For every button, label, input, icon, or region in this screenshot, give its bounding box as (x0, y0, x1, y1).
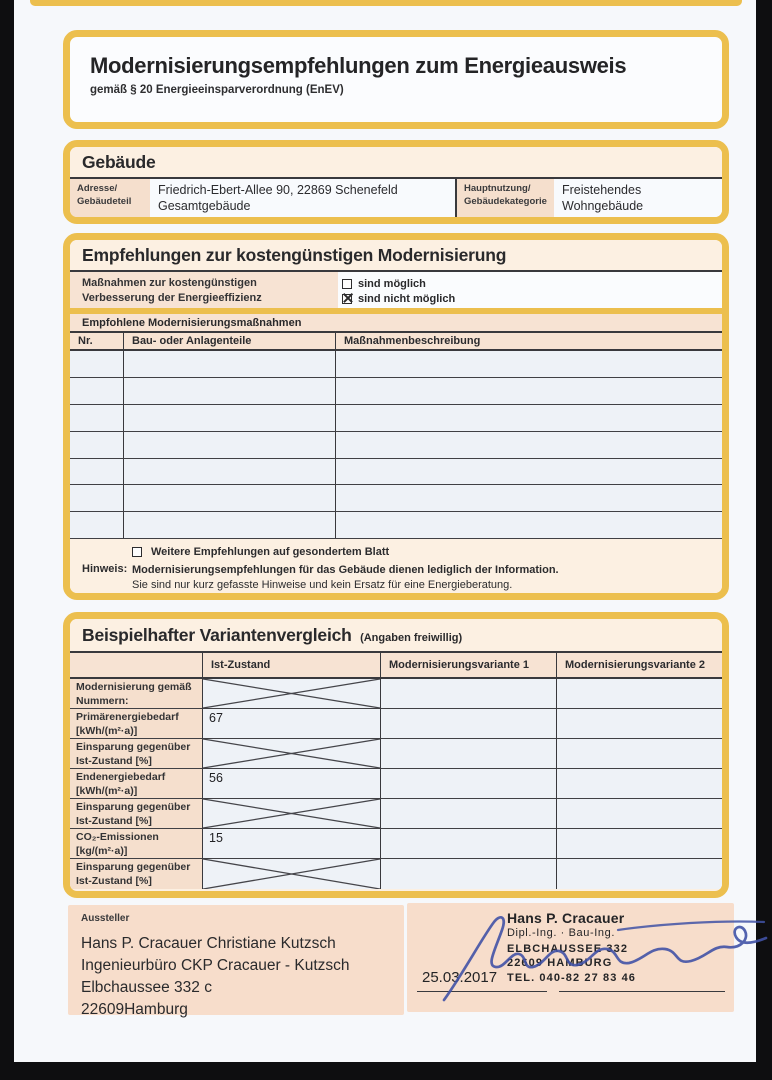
variants-row-endenergiebedarf: Endenergiebedarf [kWh/(m²·a)] 56 (70, 769, 722, 799)
crossed-cell (202, 799, 380, 828)
issuer-details (81, 933, 404, 1021)
column-header-nr: Nr. (70, 333, 124, 349)
empty-measure-row (70, 512, 722, 539)
variants-header-ist: Ist-Zustand (202, 653, 380, 677)
issue-date: 25.03.2017 (422, 969, 498, 986)
note-text: Modernisierungsempfehlungen für das Gebäude dienen lediglich der Information. Sie sind nur kurz gefasste Hinweise und kein Ersatz für eine Energieberatung. (132, 564, 559, 592)
checkbox-unchecked-icon (132, 547, 142, 557)
crossed-cell (202, 859, 380, 889)
address-value: Friedrich-Ebert-Allee 90, 22869 Schenefeld Gesamtgebäude (150, 179, 455, 217)
variants-header-empty (70, 653, 202, 677)
variants-header-variante1: Modernisierungsvariante 1 (380, 653, 556, 677)
issuer-stamp: Hans P. Cracauer Dipl.-Ing. · Bau-Ing. ELBCHAUSSEE 332 22609 HAMBURG TEL. 040-82 27 83 46 (507, 910, 637, 984)
variants-table-header (70, 653, 722, 679)
page-top-yellow-strip (30, 0, 742, 6)
empty-measure-row (70, 459, 722, 486)
measures-table-title: Empfohlene Modernisierungsmaßnahmen (70, 314, 722, 333)
measures-possible-row (70, 272, 722, 308)
checkbox-unchecked-icon (342, 279, 352, 289)
issuer-city: 22609Hamburg (81, 1001, 188, 1018)
note-block (82, 563, 722, 593)
empty-measure-row (70, 378, 722, 405)
ist-value-endenergie: 56 (202, 769, 380, 798)
issuer-label: Aussteller (81, 913, 130, 924)
variants-row-co2-emissionen: CO₂-Emissionen [kg/(m²·a)] 15 (70, 829, 722, 859)
option-possible: sind möglich (342, 276, 722, 291)
empty-measure-row (70, 432, 722, 459)
variants-row-primaerenergiebedarf: Primärenergiebedarf [kWh/(m²·a)] 67 (70, 709, 722, 739)
building-info-row (70, 179, 722, 217)
recommendations-footer (70, 539, 722, 593)
address-label: Adresse/ Gebäudeteil (70, 179, 150, 217)
variants-section (63, 612, 729, 898)
document-subtitle: gemäß § 20 Energieeinsparverordnung (EnEV) (90, 84, 344, 96)
ist-value-co2: 15 (202, 829, 380, 858)
cross-out-icon (203, 739, 380, 768)
measures-possible-options (338, 272, 722, 308)
building-section-title: Gebäude (70, 147, 722, 179)
cross-out-icon (203, 799, 380, 828)
further-recommendations-line: Weitere Empfehlungen auf gesondertem Blatt (132, 546, 722, 558)
issuer-company: Ingenieurbüro CKP Cracauer - Kutzsch (81, 957, 350, 974)
column-header-parts: Bau- oder Anlagenteile (124, 333, 336, 349)
column-header-description: Maßnahmenbeschreibung (344, 334, 481, 347)
recommendations-section-title: Empfehlungen zur kostengünstigen Modernisierung (70, 240, 722, 272)
usage-value: Freistehendes Wohngebäude (554, 179, 722, 217)
cross-out-icon (203, 679, 380, 708)
recommendations-section (63, 233, 729, 600)
issuer-box (68, 905, 404, 1018)
crossed-cell (202, 739, 380, 768)
variants-row-einsparung-2: Einsparung gegenüber Ist-Zustand [%] (70, 799, 722, 829)
empty-measure-row (70, 405, 722, 432)
building-section (63, 140, 729, 224)
empty-measure-row (70, 351, 722, 378)
document-title: Modernisierungsempfehlungen zum Energieausweis (90, 53, 627, 78)
variants-section-title: Beispielhafter Variantenvergleich (82, 625, 352, 645)
variants-section-title-suffix: (Angaben freiwillig) (360, 632, 463, 644)
usage-label: Hauptnutzung/ Gebäudekategorie (457, 179, 554, 217)
cross-out-icon (203, 859, 380, 889)
measures-table-header (70, 333, 722, 351)
note-label: Hinweis: (82, 563, 128, 576)
issuer-street: Elbchaussee 332 c (81, 979, 212, 996)
measures-possible-label: Maßnahmen zur kostengünstigen Verbesserung der Energieeffizienz (70, 272, 338, 308)
checkbox-checked-icon (342, 294, 352, 304)
header-section (63, 30, 729, 129)
variants-row-einsparung-3: Einsparung gegenüber Ist-Zustand [%] (70, 859, 722, 889)
signature (420, 908, 772, 1006)
ist-value-primaerenergie: 67 (202, 709, 380, 738)
document-page (14, 0, 756, 1062)
variants-row-einsparung-1: Einsparung gegenüber Ist-Zustand [%] (70, 739, 722, 769)
variants-header-variante2: Modernisierungsvariante 2 (556, 653, 722, 677)
issuer-name: Hans P. Cracauer Christiane Kutzsch (81, 935, 336, 952)
variants-row-modernisierung: Modernisierung gemäß Nummern: (70, 679, 722, 709)
option-not-possible: sind nicht möglich (342, 291, 722, 306)
variants-title-bar (70, 619, 722, 653)
crossed-cell (202, 679, 380, 708)
empty-measure-row (70, 485, 722, 512)
